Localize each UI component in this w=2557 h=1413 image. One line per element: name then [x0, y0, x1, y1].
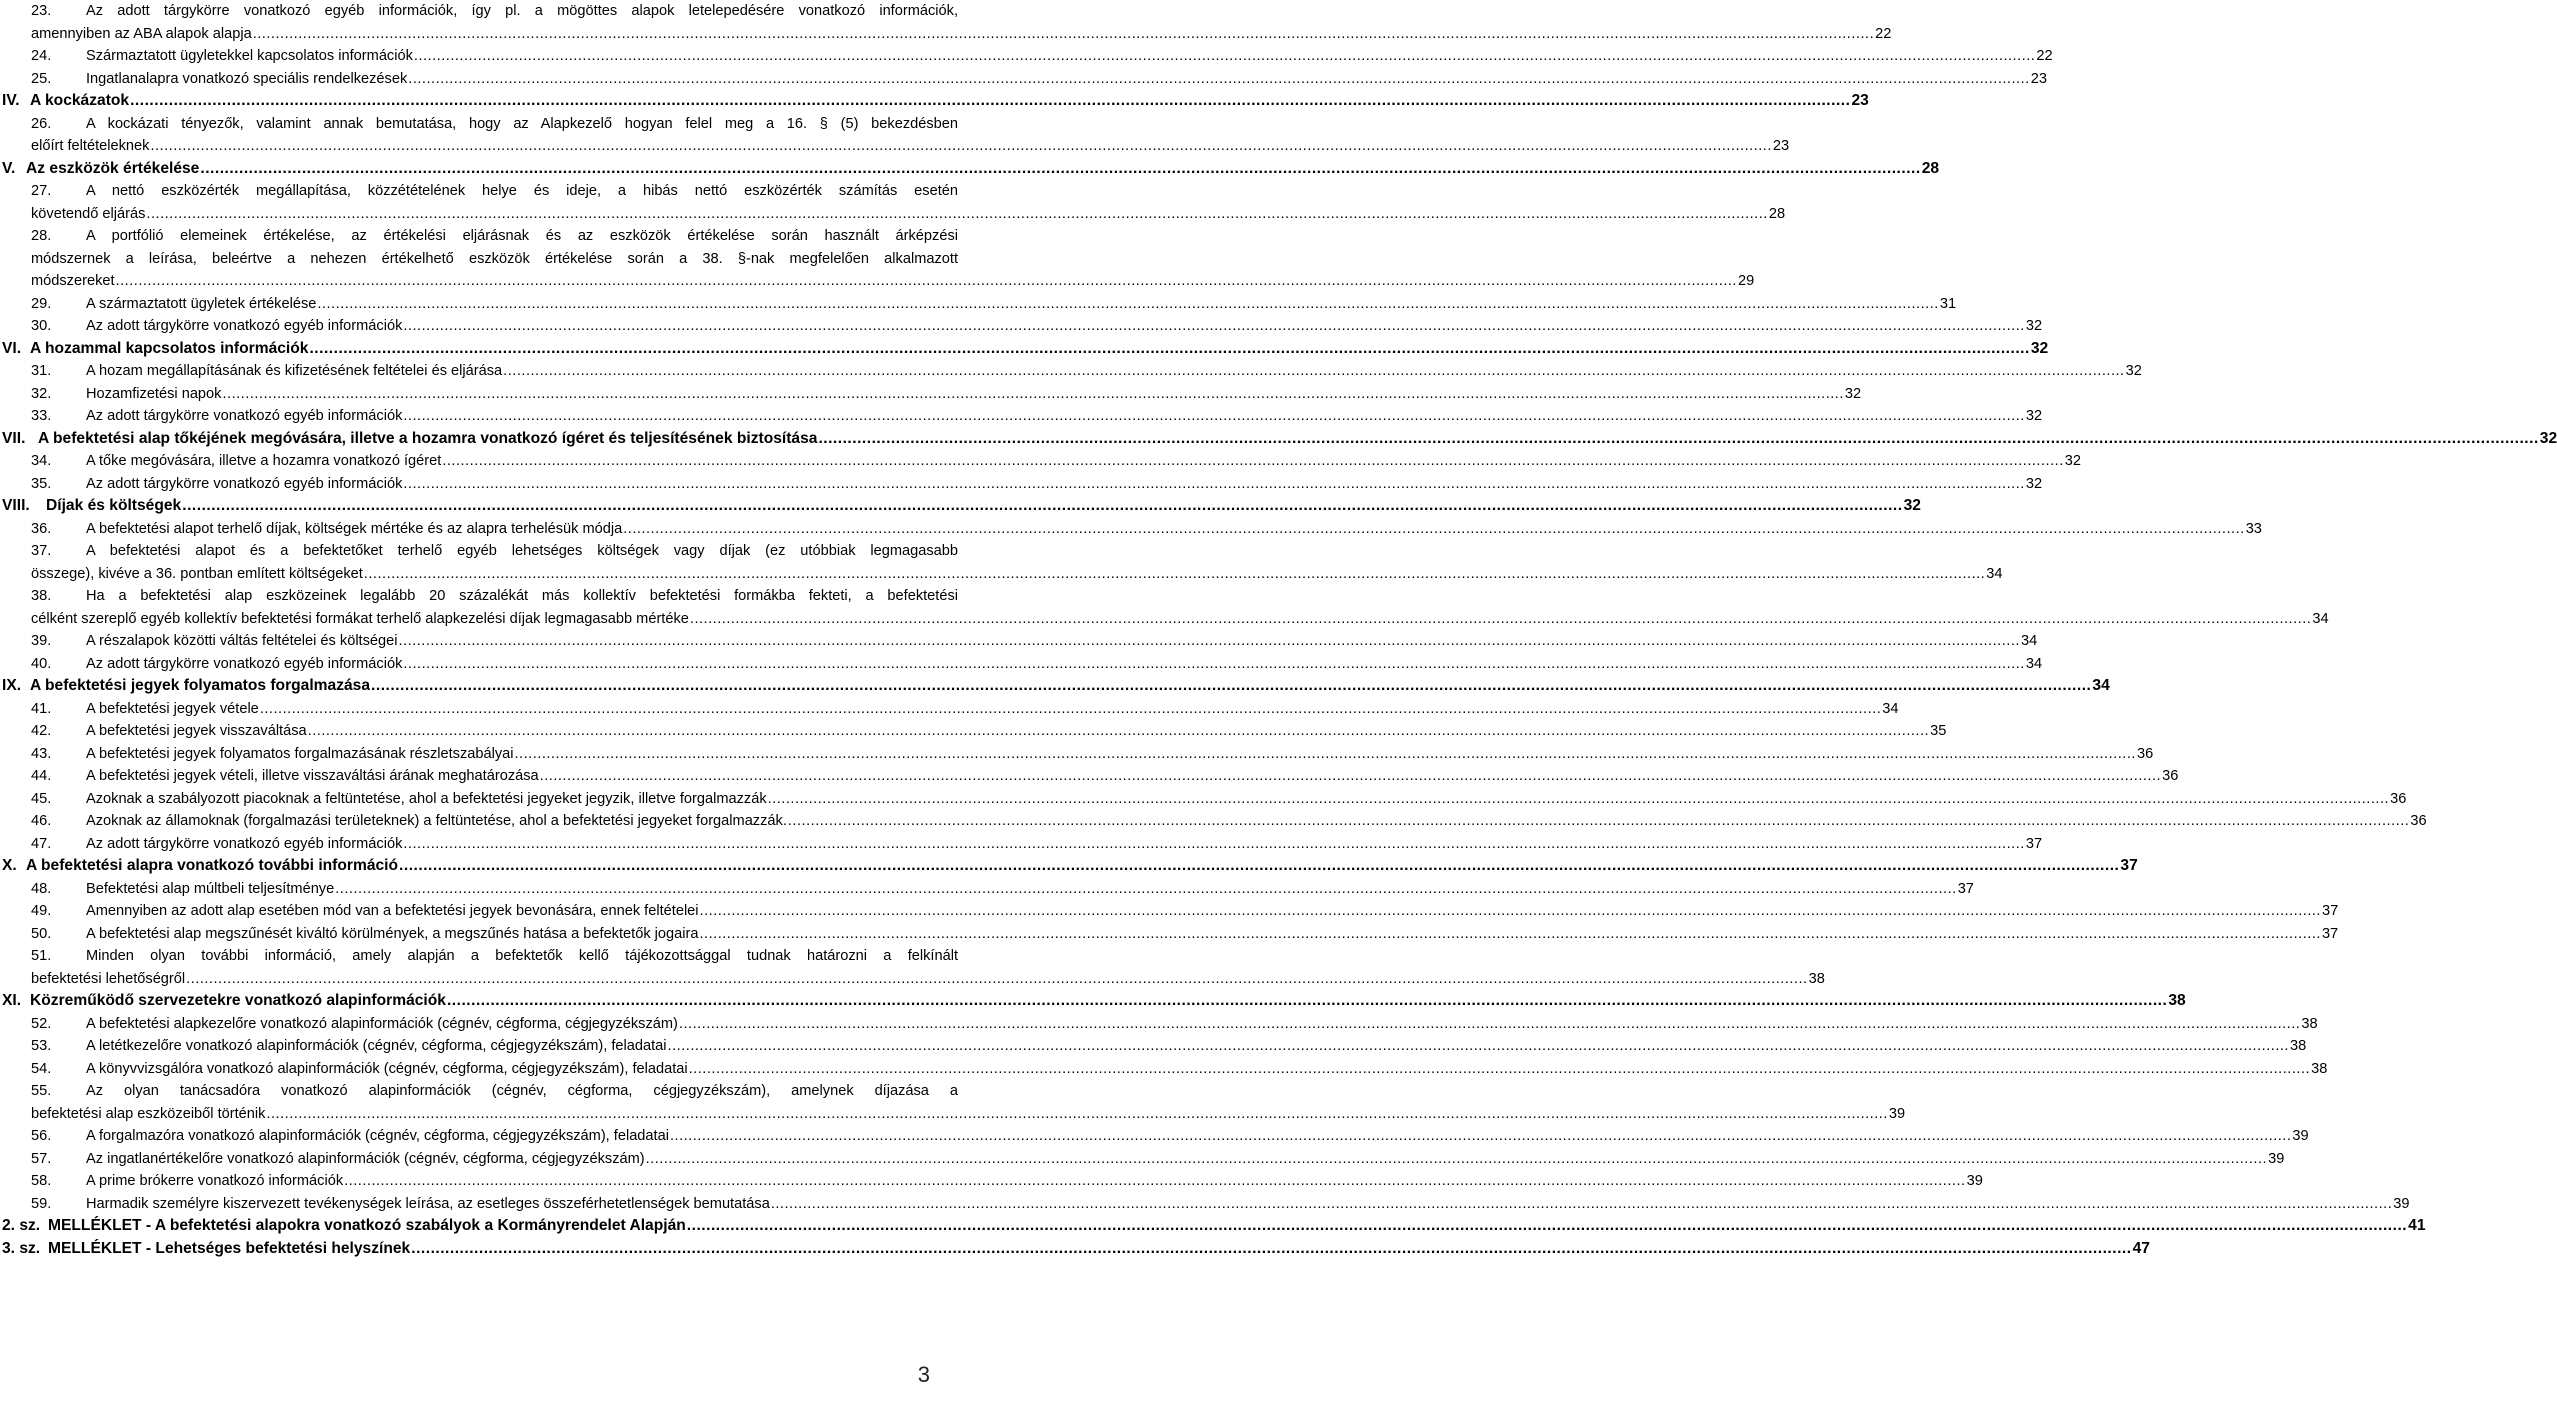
- toc-entry-title: Befektetési alap múltbeli teljesítménye: [86, 880, 335, 897]
- toc-entry-title-line: Az adott tárgykörre vonatkozó egyéb információk, így pl. a mögöttes alapok letelepedésére vonatkozó információk,: [86, 3, 958, 19]
- toc-entry-number: 46.: [31, 813, 52, 829]
- toc-entry-title: A befektetési jegyek folyamatos forgalmazásának részletszabályai: [86, 745, 514, 762]
- toc-entry[interactable]: [0, 1125, 2309, 1148]
- toc-entry-title: amennyiben az ABA alapok alapja: [31, 25, 252, 42]
- toc-entry[interactable]: [0, 1058, 2328, 1081]
- toc-entry-number: XI.: [2, 992, 22, 1009]
- toc-entry[interactable]: [0, 180, 1786, 225]
- toc-leader-dots: [399, 630, 2020, 653]
- toc-entry-title: A könyvvizsgálóra vonatkozó alapinformációk (cégnév, cégforma, cégjegyzékszám), feladatai: [86, 1060, 688, 1077]
- toc-entry[interactable]: [0, 540, 2003, 585]
- toc-entry[interactable]: [0, 315, 2043, 338]
- toc-leader-dots: [403, 405, 2024, 428]
- toc-entry-title: A származtatott ügyletek értékelése: [86, 295, 317, 312]
- toc-leader-dots: [403, 653, 2024, 676]
- toc-page-number: 28: [1921, 159, 1940, 177]
- toc-section-heading[interactable]: [0, 338, 2049, 361]
- toc-entry-title: Díjak és költségek: [46, 497, 182, 514]
- toc-leader-dots: [771, 1193, 2392, 1216]
- toc-page-number: 28: [1768, 205, 1786, 222]
- toc-entry[interactable]: [0, 765, 2179, 788]
- toc-entry-title: Az adott tárgykörre vonatkozó egyéb információk: [86, 835, 403, 852]
- toc-entry-number: 28.: [31, 228, 52, 244]
- toc-entry-title-line: A portfólió elemeinek értékelése, az értékelési eljárásnak és az eszközök értékelése során használt árképzési: [86, 228, 958, 244]
- toc-page-number: 37: [1957, 880, 1974, 897]
- toc-entry-title-line: Ha a befektetési alap eszközeinek legalább 20 százalékát más kollektív befektetési formákba fekteti, a befektetési: [86, 588, 958, 604]
- toc-entry-title: Az adott tárgykörre vonatkozó egyéb információk: [86, 475, 403, 492]
- toc-leader-dots: [371, 675, 2091, 698]
- toc-entry-number: 42.: [31, 723, 52, 739]
- toc-page-number: 39: [2292, 1128, 2309, 1144]
- toc-leader-dots: [403, 473, 2024, 496]
- toc-entry-number: 2. sz.: [2, 1217, 41, 1234]
- toc-entry-number: 35.: [31, 475, 52, 492]
- toc-entry-title: A hozam megállapításának és kifizetésének feltételei és eljárása: [86, 363, 503, 379]
- toc-leader-dots: [690, 608, 2311, 631]
- toc-entry-title-line: módszernek a leírása, beleértve a nehezen értékelhető eszközök értékelése során a 38. §-nak megfelelően alkalmazott: [31, 250, 958, 267]
- toc-entry-title: követendő eljárás: [31, 205, 146, 222]
- toc-entry-number: 39.: [31, 633, 52, 649]
- toc-entry-number: 31.: [31, 363, 52, 379]
- toc-page-number: 37: [2321, 925, 2339, 942]
- toc-entry[interactable]: [0, 0, 1892, 45]
- toc-entry[interactable]: [0, 1148, 2285, 1171]
- toc-leader-dots: [687, 1215, 2407, 1238]
- toc-page-number: 37: [2120, 857, 2138, 874]
- toc-leader-dots: [150, 135, 1771, 158]
- toc-entry-number: 30.: [31, 318, 52, 334]
- toc-entry-number: 51.: [31, 948, 52, 964]
- toc-section-heading[interactable]: [0, 855, 2138, 878]
- toc-entry-number: 27.: [31, 183, 52, 199]
- toc-entry-number: 40.: [31, 655, 52, 672]
- toc-leader-dots: [403, 833, 2024, 856]
- toc-entry[interactable]: [0, 630, 2038, 653]
- toc-page-number: 32: [2539, 429, 2557, 447]
- toc-leader-dots: [335, 878, 1956, 901]
- toc-entry-title: A befektetési alapot terhelő díjak, költségek mértéke és az alapra terhelésük módja: [86, 520, 623, 537]
- toc-page-number: 22: [1875, 25, 1892, 42]
- toc-entry[interactable]: [0, 1080, 1906, 1125]
- toc-entry-title: előírt feltételeknek: [31, 138, 150, 154]
- toc-entry-number: 33.: [31, 408, 52, 424]
- toc-entry-number: X.: [2, 857, 17, 874]
- toc-section-heading[interactable]: [0, 158, 1940, 181]
- toc-entry-title: célként szereplő egyéb kollektív befektetési formákat terhelő alapkezelési díjak legmagasabb mértéke: [31, 610, 689, 627]
- toc-entry-title: A befektetési jegyek visszaváltása: [86, 723, 307, 739]
- toc-entry-number: 52.: [31, 1015, 52, 1032]
- toc-entry[interactable]: [0, 878, 1974, 901]
- toc-entry[interactable]: [0, 360, 2142, 383]
- toc-entry-number: IX.: [2, 677, 22, 694]
- toc-leader-dots: [411, 1238, 2131, 1261]
- toc-page-number: 32: [2064, 453, 2081, 469]
- toc-entry-number: VII.: [2, 429, 26, 447]
- toc-page-number: 38: [2301, 1015, 2318, 1032]
- toc-entry-title-line: Minden olyan további információ, amely alapján a befektetők kellő tájékozottsággal tudnak határozni a felkínált: [86, 948, 958, 964]
- toc-page-number: 47: [2132, 1239, 2150, 1257]
- toc-entry-title: A prime brókerre vonatkozó információk: [86, 1173, 344, 1189]
- toc-entry[interactable]: [0, 473, 2043, 496]
- toc-entry[interactable]: [0, 1193, 2410, 1216]
- toc-entry[interactable]: [0, 743, 2154, 766]
- toc-entry[interactable]: [0, 945, 1825, 990]
- toc-entry-number: 37.: [31, 543, 52, 559]
- toc-leader-dots: [670, 1125, 2291, 1148]
- toc-entry-title: A részalapok közötti váltás feltételei és költségei: [86, 633, 398, 649]
- toc-entry[interactable]: [0, 1170, 1983, 1193]
- toc-leader-dots: [689, 1058, 2310, 1081]
- toc-section-heading[interactable]: [0, 1238, 2150, 1261]
- toc-page-number: 32: [2025, 318, 2043, 334]
- toc-leader-dots: [768, 788, 2389, 811]
- toc-entry-title: A hozammal kapcsolatos információk: [30, 339, 309, 357]
- toc-entry-title: A forgalmazóra vonatkozó alapinformációk (cégnév, cégforma, cégjegyzékszám), feladatai: [86, 1128, 669, 1144]
- toc-page-number: 32: [2030, 339, 2049, 357]
- toc-entry[interactable]: [0, 293, 1957, 316]
- toc-entry-number: 50.: [31, 925, 52, 942]
- toc-entry-title: A befektetési jegyek folyamatos forgalmazása: [30, 677, 371, 694]
- toc-entry-title: összege), kivéve a 36. pontban említett költségeket: [31, 565, 363, 582]
- toc-entry-title: befektetési lehetőségről: [31, 970, 186, 987]
- toc-page-number: 34: [2312, 610, 2329, 627]
- toc-page-number: 38: [1808, 970, 1825, 987]
- toc-entry-number: VIII.: [2, 497, 30, 514]
- toc-entry[interactable]: [0, 225, 1755, 293]
- toc-entry-number: IV.: [2, 92, 20, 109]
- toc-entry-number: 56.: [31, 1128, 52, 1144]
- toc-entry-number: 45.: [31, 790, 52, 807]
- toc-entry-title-line: A kockázati tényezők, valamint annak bemutatása, hogy az Alapkezelő hogyan felel meg a 16. § (5) bekezdésben: [86, 115, 958, 132]
- toc-page-number: 37: [2322, 903, 2339, 919]
- toc-leader-dots: [788, 810, 2409, 833]
- toc-entry[interactable]: [0, 833, 2043, 856]
- toc-entry-title: Az adott tárgykörre vonatkozó egyéb információk: [86, 655, 403, 672]
- toc-section-heading[interactable]: [0, 90, 1869, 113]
- toc-entry-number: 43.: [31, 745, 52, 762]
- toc-page-number: 34: [2092, 677, 2110, 694]
- toc-entry-title-line: A befektetési alapot és a befektetőket terhelő egyéb lehetséges költségek vagy díjak (ez utóbbiak legmagasabb: [86, 543, 958, 559]
- toc-page-number: 39: [1888, 1105, 1906, 1122]
- toc-entry-title: módszereket: [31, 273, 115, 289]
- toc-leader-dots: [414, 45, 2035, 68]
- toc-entry[interactable]: [0, 450, 2081, 473]
- toc-page-number: 41: [2408, 1217, 2426, 1234]
- toc-leader-dots: [186, 968, 1807, 991]
- toc-page-number: 38: [2311, 1060, 2328, 1077]
- toc-page-number: 23: [1772, 138, 1790, 154]
- toc-leader-dots: [503, 360, 2124, 383]
- toc-entry-title: Harmadik személyre kiszervezett tevékenységek leírása, az esetleges összeférhetetlenségek bemutatása: [86, 1195, 770, 1212]
- toc-leader-dots: [623, 518, 2244, 541]
- toc-page-number: 36: [2390, 790, 2407, 807]
- toc-entry-title: A befektetési alap megszűnését kiváltó körülmények, a megszűnés hatása a befektetők jogaira: [86, 925, 699, 942]
- toc-entry-title: A befektetési jegyek vétele: [86, 700, 259, 717]
- toc-entry-title: Az ingatlanértékelőre vonatkozó alapinformációk (cégnév, cégforma, cégjegyzékszám): [86, 1150, 645, 1167]
- toc-page-number: 36: [2410, 813, 2427, 829]
- toc-entry[interactable]: [0, 653, 2043, 676]
- toc-entry[interactable]: [0, 810, 2427, 833]
- toc-page-number: 39: [2268, 1150, 2285, 1167]
- toc-section-heading[interactable]: [0, 495, 1921, 518]
- toc-entry-title: Az adott tárgykörre vonatkozó egyéb információk: [86, 318, 403, 334]
- toc-entry-number: 48.: [31, 880, 52, 897]
- toc-entry-title: Az adott tárgykörre vonatkozó egyéb információk: [86, 408, 403, 424]
- toc-leader-dots: [646, 1148, 2267, 1171]
- toc-entry-number: 54.: [31, 1060, 52, 1077]
- toc-entry[interactable]: [0, 585, 2329, 630]
- toc-section-heading[interactable]: [0, 428, 2557, 451]
- toc-entry-number: 49.: [31, 903, 52, 919]
- toc-leader-dots: [540, 765, 2161, 788]
- toc-entry-number: 3. sz.: [2, 1239, 41, 1257]
- toc-leader-dots: [253, 23, 1874, 46]
- toc-entry-title: Amennyiben az adott alap esetében mód van a befektetési jegyek bevonására, ennek feltételei: [86, 903, 699, 919]
- toc-leader-dots: [260, 698, 1881, 721]
- toc-page-number: 32: [1844, 385, 1862, 402]
- toc-entry-title: A letétkezelőre vonatkozó alapinformációk (cégnév, cégforma, cégjegyzékszám), feladatai: [86, 1038, 667, 1054]
- toc-entry-number: 38.: [31, 588, 52, 604]
- toc-entry-title: A kockázatok: [30, 92, 130, 109]
- toc-leader-dots: [200, 158, 1920, 181]
- toc-entry-number: 59.: [31, 1195, 52, 1212]
- toc-leader-dots: [679, 1013, 2300, 1036]
- toc-entry-number: 24.: [31, 48, 52, 64]
- toc-entry-number: 44.: [31, 768, 52, 784]
- toc-entry[interactable]: [0, 45, 2053, 68]
- toc-leader-dots: [116, 270, 1737, 293]
- toc-page-number: 22: [2036, 48, 2053, 64]
- toc-entry-title: Azoknak a szabályozott piacoknak a feltüntetése, ahol a befektetési jegyeket jegyzik, illetve forgalmazzák: [86, 790, 767, 807]
- toc-leader-dots: [364, 563, 1985, 586]
- toc-entry-number: 53.: [31, 1038, 52, 1054]
- toc-entry[interactable]: [0, 68, 2047, 91]
- toc-leader-dots: [146, 203, 1767, 226]
- toc-entry-number: 47.: [31, 835, 52, 852]
- toc-entry[interactable]: [0, 900, 2339, 923]
- toc-section-heading[interactable]: [0, 990, 2186, 1013]
- toc-leader-dots: [818, 428, 2538, 451]
- toc-entry-title: MELLÉKLET - Lehetséges befektetési helyszínek: [48, 1239, 411, 1257]
- toc-section-heading[interactable]: [0, 675, 2110, 698]
- toc-page-number: 38: [2168, 992, 2186, 1009]
- toc-leader-dots: [317, 293, 1938, 316]
- toc-entry-number: 23.: [31, 3, 52, 19]
- toc-leader-dots: [344, 1170, 1965, 1193]
- toc-entry-number: VI.: [2, 339, 22, 357]
- toc-leader-dots: [308, 720, 1929, 743]
- toc-entry-title: A tőke megóvására, illetve a hozamra vonatkozó ígéret: [86, 453, 442, 469]
- toc-page-number: 36: [2136, 745, 2154, 762]
- toc-leader-dots: [399, 855, 2119, 878]
- toc-page-number: 33: [2245, 520, 2262, 537]
- toc-page-number: 23: [1851, 92, 1869, 109]
- toc-leader-dots: [515, 743, 2136, 766]
- toc-entry-title: Az eszközök értékelése: [26, 159, 200, 177]
- toc-entry-title: Származtatott ügyletekkel kapcsolatos információk: [86, 48, 413, 64]
- toc-entry-title: A befektetési jegyek vételi, illetve visszaváltási árának meghatározása: [86, 768, 539, 784]
- toc-entry[interactable]: [0, 383, 1862, 406]
- toc-page-number: 34: [1986, 565, 2003, 582]
- toc-page-number: 32: [2125, 363, 2142, 379]
- toc-page-number: 32: [1903, 497, 1921, 514]
- toc-page-number: 36: [2162, 768, 2179, 784]
- toc-entry-title: A befektetési alapkezelőre vonatkozó alapinformációk (cégnév, cégforma, cégjegyzékszám): [86, 1015, 678, 1032]
- toc-leader-dots: [442, 450, 2063, 473]
- toc-entry-number: 25.: [31, 70, 52, 87]
- toc-entry-title: A befektetési alap tőkéjének megóvására, illetve a hozamra vonatkozó ígéret és teljesítésének biztosítása: [38, 429, 818, 447]
- toc-entry[interactable]: [0, 1013, 2318, 1036]
- toc-entry[interactable]: [0, 1035, 2307, 1058]
- toc-leader-dots: [668, 1035, 2289, 1058]
- toc-entry-number: 41.: [31, 700, 52, 717]
- toc-entry-number: V.: [2, 159, 16, 177]
- toc-entry[interactable]: [0, 923, 2339, 946]
- toc-entry-number: 26.: [31, 115, 52, 132]
- toc-page-number: 37: [2025, 835, 2043, 852]
- toc-entry-number: 58.: [31, 1173, 52, 1189]
- toc-entry-title-line: A nettó eszközérték megállapítása, közzétételének helye és ideje, a hibás nettó eszközérték számítás esetén: [86, 183, 958, 199]
- toc-page-number: 39: [1966, 1173, 1983, 1189]
- toc-entry[interactable]: [0, 113, 1790, 158]
- toc-leader-dots: [700, 900, 2321, 923]
- toc-entry-title-line: Az olyan tanácsadóra vonatkozó alapinformációk (cégnév, cégforma, cégjegyzékszám), amelynek díjazása a: [86, 1083, 958, 1099]
- toc-entry-title: A befektetési alapra vonatkozó további információ: [26, 857, 399, 874]
- toc-entry-title: befektetési alap eszközeiből történik: [31, 1105, 266, 1122]
- toc-entry[interactable]: [0, 405, 2043, 428]
- toc-leader-dots: [266, 1103, 1887, 1126]
- toc-leader-dots: [699, 923, 2320, 946]
- toc-leader-dots: [408, 68, 2029, 91]
- toc-page-number: 34: [1882, 700, 1899, 717]
- toc-page-number: 35: [1930, 723, 1947, 739]
- toc-entry[interactable]: [0, 720, 1947, 743]
- toc-page-number: 34: [2020, 633, 2038, 649]
- toc-section-heading[interactable]: [0, 1215, 2426, 1238]
- toc-page-number: 39: [2393, 1195, 2410, 1212]
- toc-leader-dots: [447, 990, 2167, 1013]
- toc-entry-number: 29.: [31, 295, 52, 312]
- toc-entry[interactable]: [0, 698, 1899, 721]
- toc-page-number: 31: [1939, 295, 1957, 312]
- toc-page-number: 34: [2025, 655, 2043, 672]
- toc-entry-number: 32.: [31, 385, 52, 402]
- toc-entry-title: Azoknak az államoknak (forgalmazási területeknek) a feltüntetése, ahol a befektetési jegyeket forgalmazzák.: [86, 813, 787, 829]
- toc-entry-number: 57.: [31, 1150, 52, 1167]
- toc-entry-number: 36.: [31, 520, 52, 537]
- toc-entry-title: MELLÉKLET - A befektetési alapokra vonatkozó szabályok a Kormányrendelet Alapján: [48, 1217, 686, 1234]
- toc-leader-dots: [182, 495, 1902, 518]
- toc-entry-title: Közreműködő szervezetekre vonatkozó alapinformációk: [30, 992, 446, 1009]
- toc-page-number: 38: [2290, 1038, 2307, 1054]
- toc-leader-dots: [403, 315, 2024, 338]
- toc-page-number: 32: [2025, 475, 2043, 492]
- toc-entry-number: 55.: [31, 1083, 52, 1099]
- toc-leader-dots: [309, 338, 2029, 361]
- page-number: 3: [917, 1362, 930, 1387]
- toc-leader-dots: [130, 90, 1850, 113]
- toc-leader-dots: [222, 383, 1843, 406]
- toc-entry[interactable]: [0, 518, 2262, 541]
- toc-page-number: 23: [2030, 70, 2047, 87]
- toc-entry[interactable]: [0, 788, 2407, 811]
- toc-entry-title: Hozamfizetési napok: [86, 385, 222, 402]
- toc-entry-title: Ingatlanalapra vonatkozó speciális rendelkezések: [86, 70, 408, 87]
- toc-page-number: 29: [1738, 273, 1755, 289]
- toc-page-number: 32: [2025, 408, 2043, 424]
- toc-entry-number: 34.: [31, 453, 52, 469]
